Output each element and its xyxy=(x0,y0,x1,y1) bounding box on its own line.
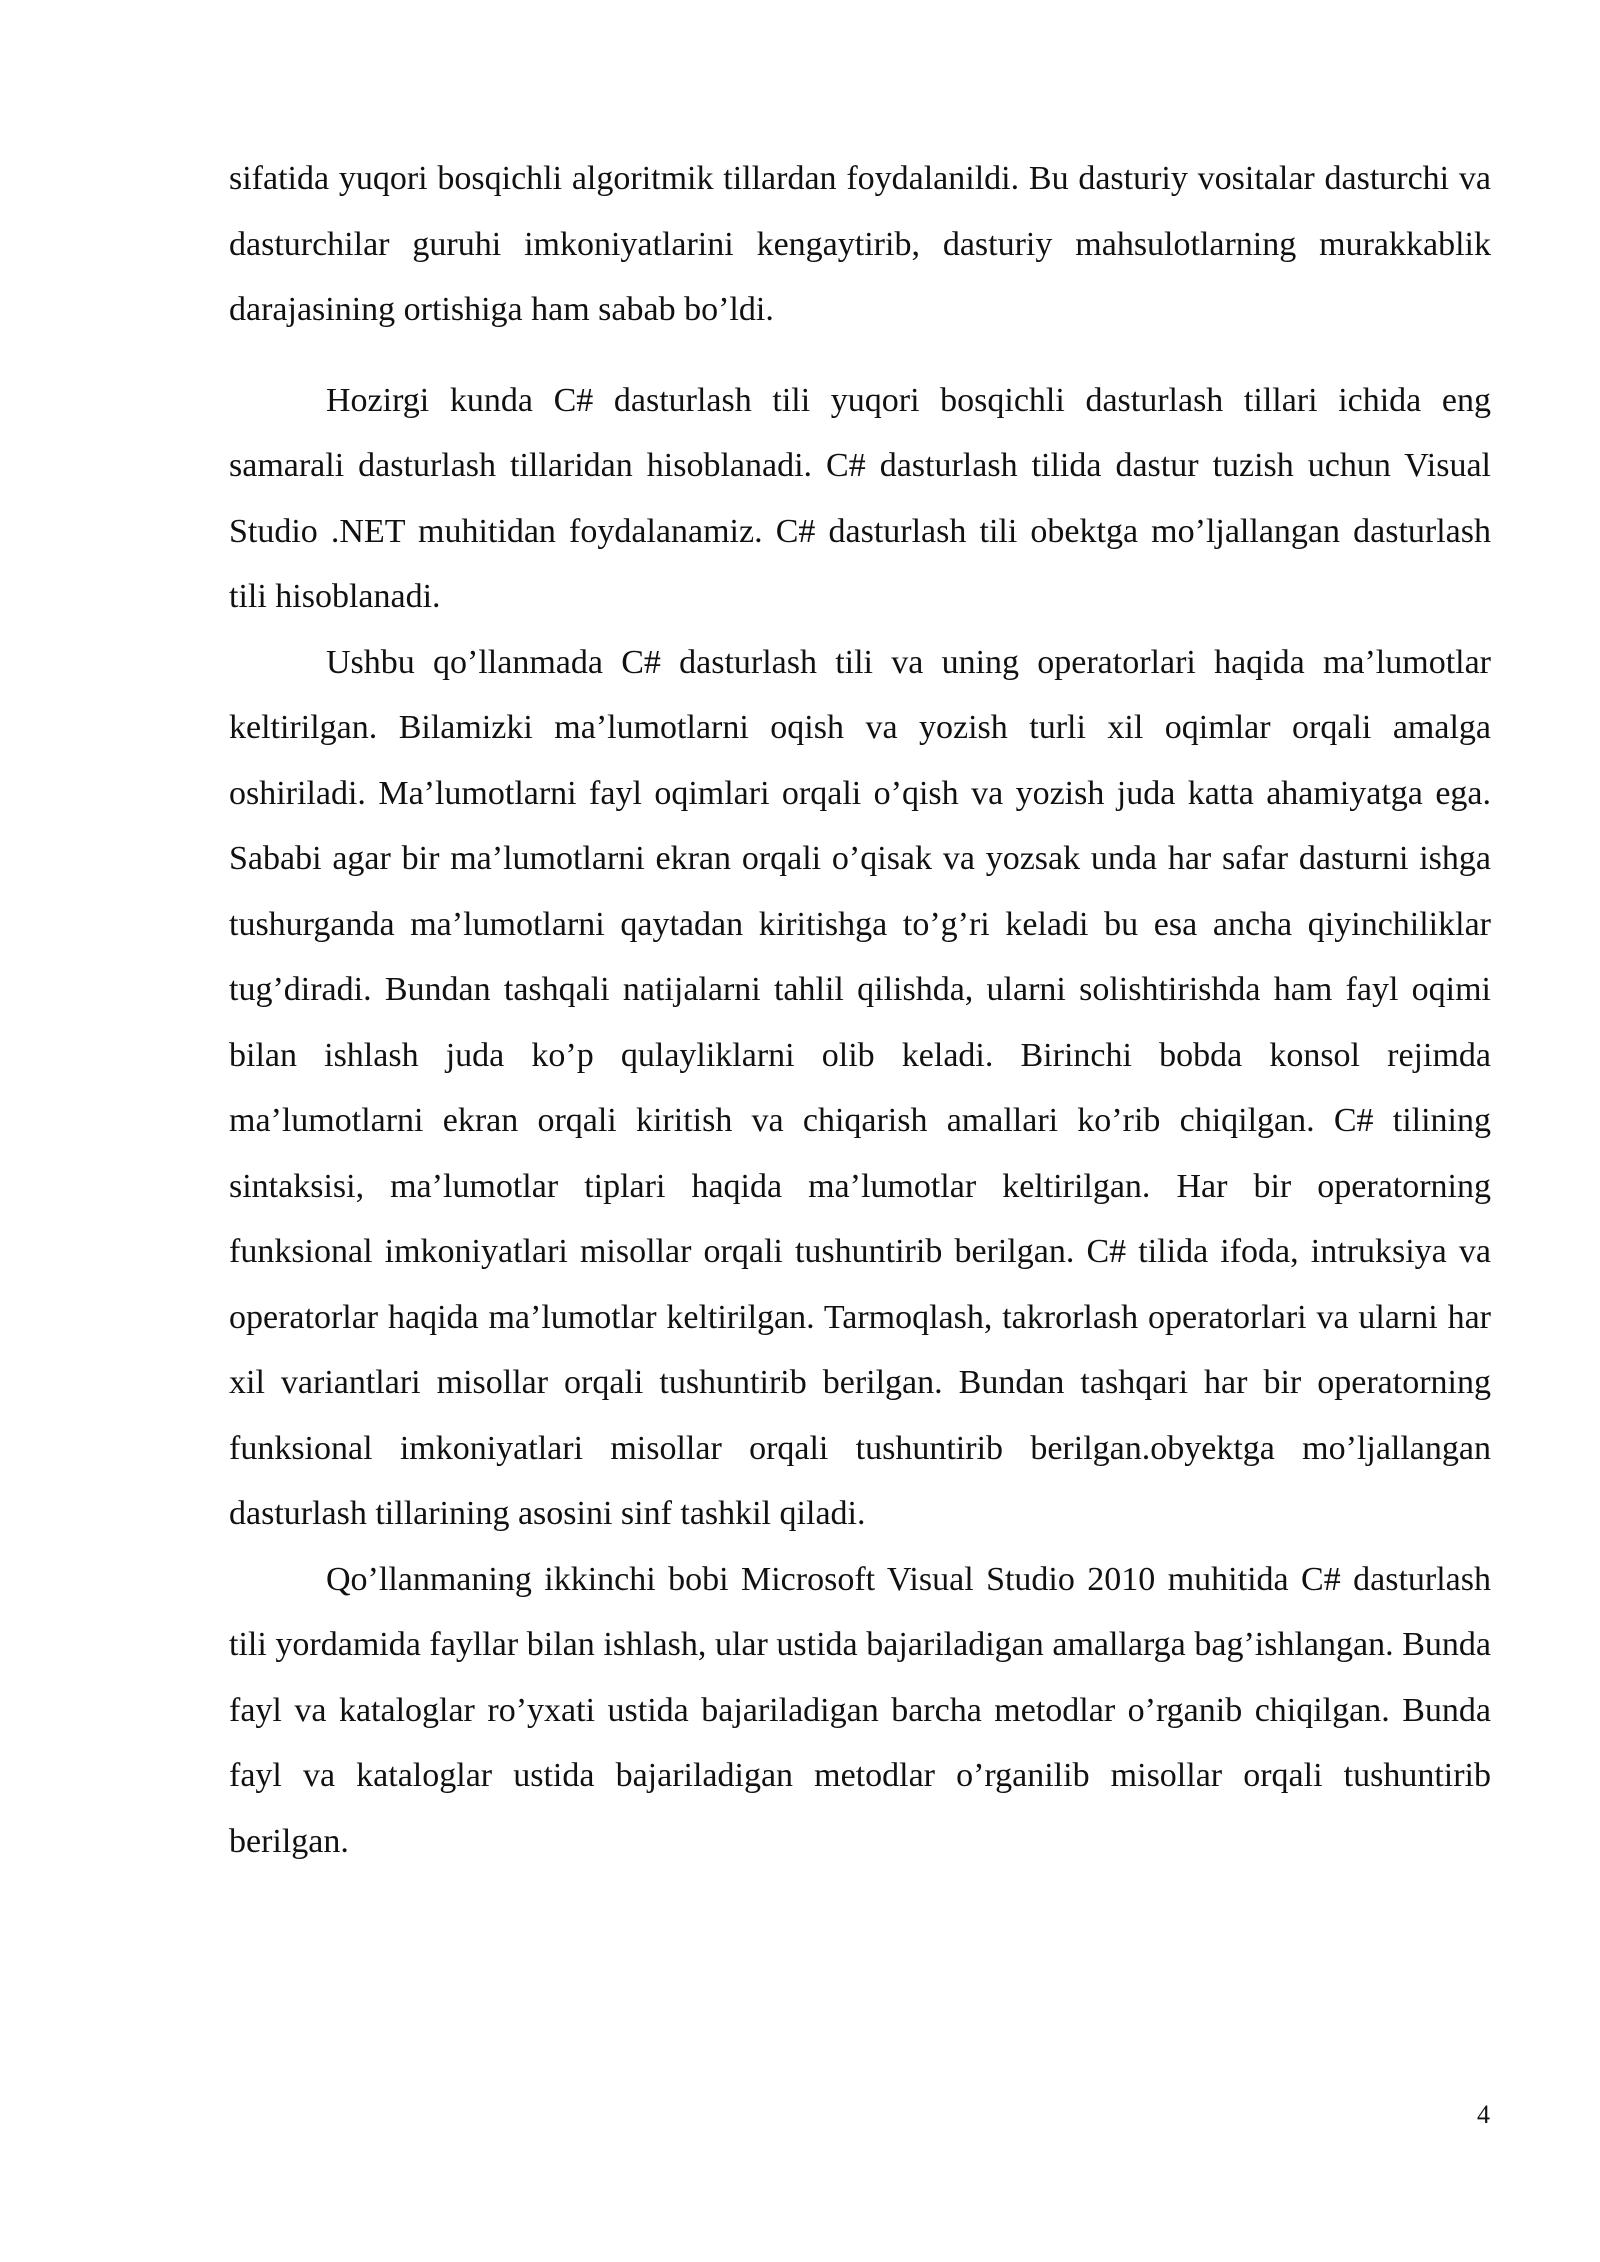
paragraph-manual-overview: Ushbu qo’llanmada C# dasturlash tili va uning operatorlari haqida ma’lumotlar keltirilgan. Bilamizki ma’lumotlarni oqish va yozish turli xil oqimlar orqali amalga oshiriladi. Ma’lumotlarni fayl oqimlari orqali o’qish va yozish juda katta ahamiyatga ega. Sababi agar bir ma’lumotlarni ekran orqali o’qisak va yozsak unda har safar dasturni ishga tushurganda ma’lumotlarni qaytadan kiritishga to’g’ri keladi bu esa ancha qiyinchiliklar tug’diradi. Bundan tashqali natijalarni tahlil qilishda, ularni solishtirishda ham fayl oqimi bilan ishlash juda ko’p qulayliklarni olib keladi. Birinchi bobda konsol rejimda ma’lumotlarni ekran orqali kiritish va chiqarish amallari ko’rib chiqilgan. C# tilining sintaksisi, ma’lumotlar tiplari haqida ma’lumotlar keltirilgan. Har bir operatorning funksional imkoniyatlari misollar orqali tushuntirib berilgan. C# tilida ifoda, intruksiya va operatorlar haqida ma’lumotlar keltirilgan. Tarmoqlash, takrorlash operatorlari va ularni har xil variantlari misollar orqali tushuntirib berilgan. Bundan tashqari har bir operatorning funksional imkoniyatlari misollar orqali tushuntirib berilgan.obyektga mo’ljallangan dasturlash tillarining asosini sinf tashkil qiladi. xyxy=(229,643,1491,1532)
paragraph-csharp-intro: Hozirgi kunda C# dasturlash tili yuqori bosqichli dasturlash tillari ichida eng samarali dasturlash tillaridan hisoblanadi. C# dasturlash tilida dastur tuzish uchun Visual Studio .NET muhitidan foydalanamiz. C# dasturlash tili obektga mo’ljallangan dasturlash tili hisoblanadi. xyxy=(229,381,1491,615)
paragraph-continuation: sifatida yuqori bosqichli algoritmik tillardan foydalanildi. Bu dasturiy vositalar dasturchi va dasturchilar guruhi imkoniyatlarini kengaytirib, dasturiy mahsulotlarning murakkablik darajasining ortishiga ham sabab bo’ldi. xyxy=(229,160,1491,328)
page-number: 4 xyxy=(1477,2100,1490,2129)
paragraph-chapter-two: Qo’llanmaning ikkinchi bobi Microsoft Visual Studio 2010 muhitida C# dasturlash tili yordamida fayllar bilan ishlash, ular ustida bajariladigan amallarga bag’ishlangan. Bunda fayl va kataloglar ro’yxati ustida bajariladigan barcha metodlar o’rganib chiqilgan. Bunda fayl va kataloglar ustida bajariladigan metodlar o’rganilib misollar orqali tushuntirib berilgan. xyxy=(229,1560,1491,1860)
body-text xyxy=(229,146,1491,1874)
